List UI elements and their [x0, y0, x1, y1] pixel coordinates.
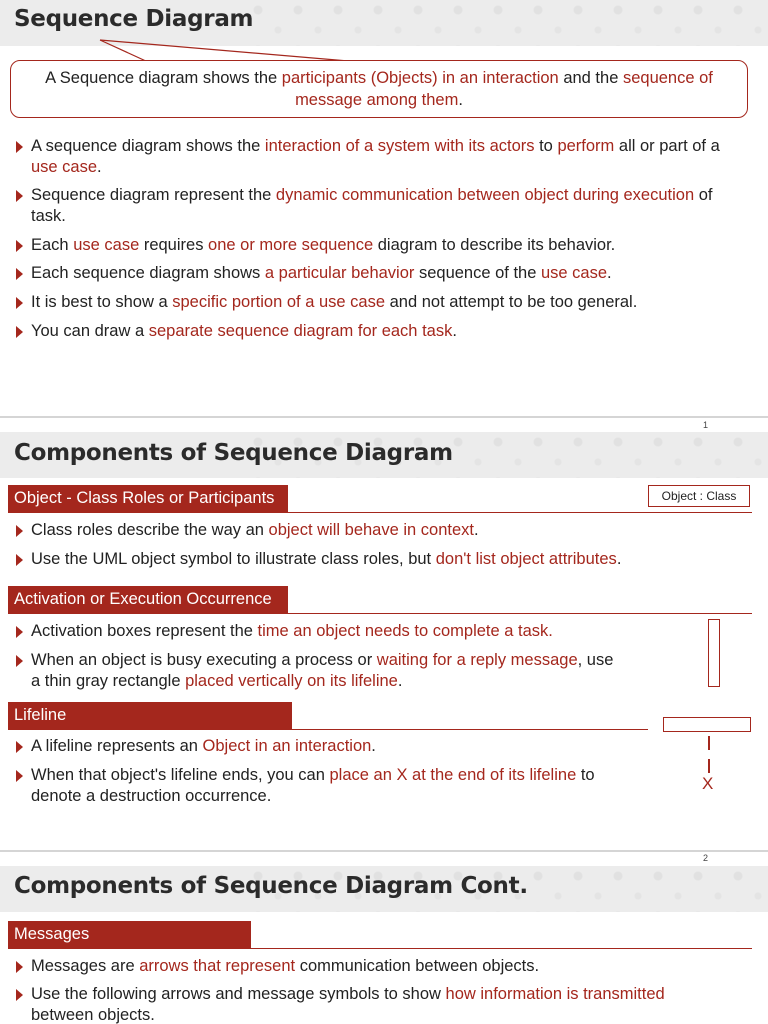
bullet-highlight: how information is transmitted [445, 985, 665, 1003]
bullet-highlight: a particular behavior [264, 264, 415, 282]
bullet-text: , use [577, 651, 614, 669]
bullet-item [14, 650, 654, 692]
bullet-highlight: time an object needs to complete a task. [257, 622, 553, 640]
bullet-text: A sequence diagram shows the [31, 137, 265, 155]
slide-title: Components of Sequence Diagram [14, 440, 453, 466]
bullet-text: . [607, 264, 612, 282]
callout-highlight: participants (Objects) in an interaction [281, 69, 559, 87]
bullet-highlight: Object in an interaction [202, 737, 372, 755]
bullet-text: to [534, 137, 558, 155]
bullet-highlight: interaction of a system with its actors [264, 137, 535, 155]
callout-text-part: and the [558, 69, 623, 87]
bullet-item [14, 549, 714, 570]
bullet-text: . [371, 737, 376, 755]
bullet-triangle-icon [16, 240, 23, 252]
bullet-item [14, 292, 759, 313]
slide-separator [0, 850, 768, 852]
callout-highlight: sequence of [622, 69, 713, 87]
bullet-highlight: perform [557, 137, 615, 155]
bullet-item [14, 185, 759, 227]
bullet-highlight: waiting for a reply message [376, 651, 578, 669]
bullet-text: . [397, 672, 403, 690]
bullet-text: Activation boxes represent the [31, 622, 258, 640]
bullet-text: Messages are [31, 957, 140, 975]
bullet-item [14, 235, 759, 256]
bullet-text: diagram to describe its behavior. [373, 236, 616, 254]
bullet-highlight: use case [31, 158, 98, 176]
bullet-text: When that object's lifeline ends, you can [31, 766, 330, 784]
bullet-triangle-icon [16, 554, 23, 566]
callout-text-part: . [458, 91, 463, 109]
bullet-text: Sequence diagram represent the [31, 186, 276, 204]
bullet-text: Each [31, 236, 74, 254]
bullet-highlight: placed vertically on its lifeline [185, 672, 398, 690]
activation-box-icon [708, 619, 720, 687]
bullet-triangle-icon [16, 989, 23, 1001]
bullet-text: A lifeline represents an [31, 737, 203, 755]
bullet-triangle-icon [16, 190, 23, 202]
slide-3 [0, 866, 768, 1024]
bullet-text: You can draw a [31, 322, 149, 340]
bullet-triangle-icon [16, 655, 23, 667]
bullet-highlight: specific portion of a use case [172, 293, 386, 311]
bullet-triangle-icon [16, 297, 23, 309]
bullet-highlight: use case [541, 264, 608, 282]
bullet-highlight: dynamic communication between object during execution [275, 186, 695, 204]
bullet-triangle-icon [16, 525, 23, 537]
bullet-highlight: separate sequence diagram for each task [148, 322, 453, 340]
bullet-text: Use the following arrows and message symbols to show [31, 985, 446, 1003]
bullet-triangle-icon [16, 268, 23, 280]
lifeline-object-box-icon [663, 717, 751, 732]
bullet-text: . [97, 158, 102, 176]
bullet-text: Use the UML object symbol to illustrate class roles, but [31, 550, 436, 568]
bullet-item [14, 321, 759, 342]
section-underline [8, 512, 752, 513]
bullet-text: requires [139, 236, 209, 254]
bullet-text: a thin gray rectangle [31, 672, 186, 690]
slide-title: Sequence Diagram [14, 6, 254, 32]
bullet-text: When an object is busy executing a process or [31, 651, 377, 669]
section-underline [8, 613, 752, 614]
bullet-triangle-icon [16, 961, 23, 973]
page-number: 2 [702, 853, 708, 863]
callout-text-part: A Sequence diagram shows the [45, 69, 282, 87]
callout-highlight: message among them [295, 91, 459, 109]
bullet-highlight: place an X at the end of its lifeline [329, 766, 577, 784]
bullet-text: It is best to show a [31, 293, 173, 311]
section-header-activation: Activation or Execution Occurrence [8, 586, 288, 613]
destruction-x-icon: X [702, 774, 714, 793]
bullet-item [14, 520, 654, 541]
section-header-object: Object - Class Roles or Participants [8, 485, 288, 512]
bullet-triangle-icon [16, 141, 23, 153]
bullet-item [14, 984, 754, 1024]
callout-text [20, 67, 738, 111]
bullet-item [14, 736, 634, 757]
bullet-text: to [576, 766, 595, 784]
bullet-text: and not attempt to be too general. [385, 293, 638, 311]
bullet-triangle-icon [16, 741, 23, 753]
slide-2 [0, 432, 768, 850]
bullet-item [14, 263, 759, 284]
bullet-text: task. [31, 207, 66, 225]
bullet-text: between objects. [31, 1006, 155, 1024]
bullet-highlight: arrows that represent [139, 957, 296, 975]
bullet-text: sequence of the [414, 264, 541, 282]
bullet-text: communication between objects. [295, 957, 540, 975]
bullet-text: all or part of a [614, 137, 720, 155]
slide-title: Components of Sequence Diagram Cont. [14, 873, 528, 899]
bullet-triangle-icon [16, 626, 23, 638]
bullet-triangle-icon [16, 326, 23, 338]
slide-separator [0, 416, 768, 418]
bullet-highlight: one or more sequence [208, 236, 374, 254]
bullet-item [14, 956, 754, 977]
page-number: 1 [702, 420, 708, 430]
bullet-highlight: use case [73, 236, 140, 254]
bullet-item [14, 136, 759, 178]
section-header-lifeline: Lifeline [8, 702, 292, 729]
bullet-text: . [473, 521, 479, 539]
bullet-text: denote a destruction occurrence. [31, 787, 272, 805]
slide-1 [0, 0, 768, 416]
bullet-item [14, 765, 654, 807]
section-underline [8, 948, 752, 949]
bullet-highlight: don't list object attributes [435, 550, 617, 568]
bullet-text: . [452, 322, 457, 340]
section-underline [8, 729, 648, 730]
object-class-box: Object : Class [648, 485, 750, 507]
bullet-text: Class roles describe the way an [31, 521, 269, 539]
bullet-item [14, 621, 654, 642]
section-header-messages: Messages [8, 921, 251, 948]
bullet-text: Each sequence diagram shows [31, 264, 265, 282]
bullet-highlight: object will behave in context [268, 521, 474, 539]
bullet-text: of [694, 186, 713, 204]
bullet-triangle-icon [16, 770, 23, 782]
bullet-text: . [616, 550, 622, 568]
